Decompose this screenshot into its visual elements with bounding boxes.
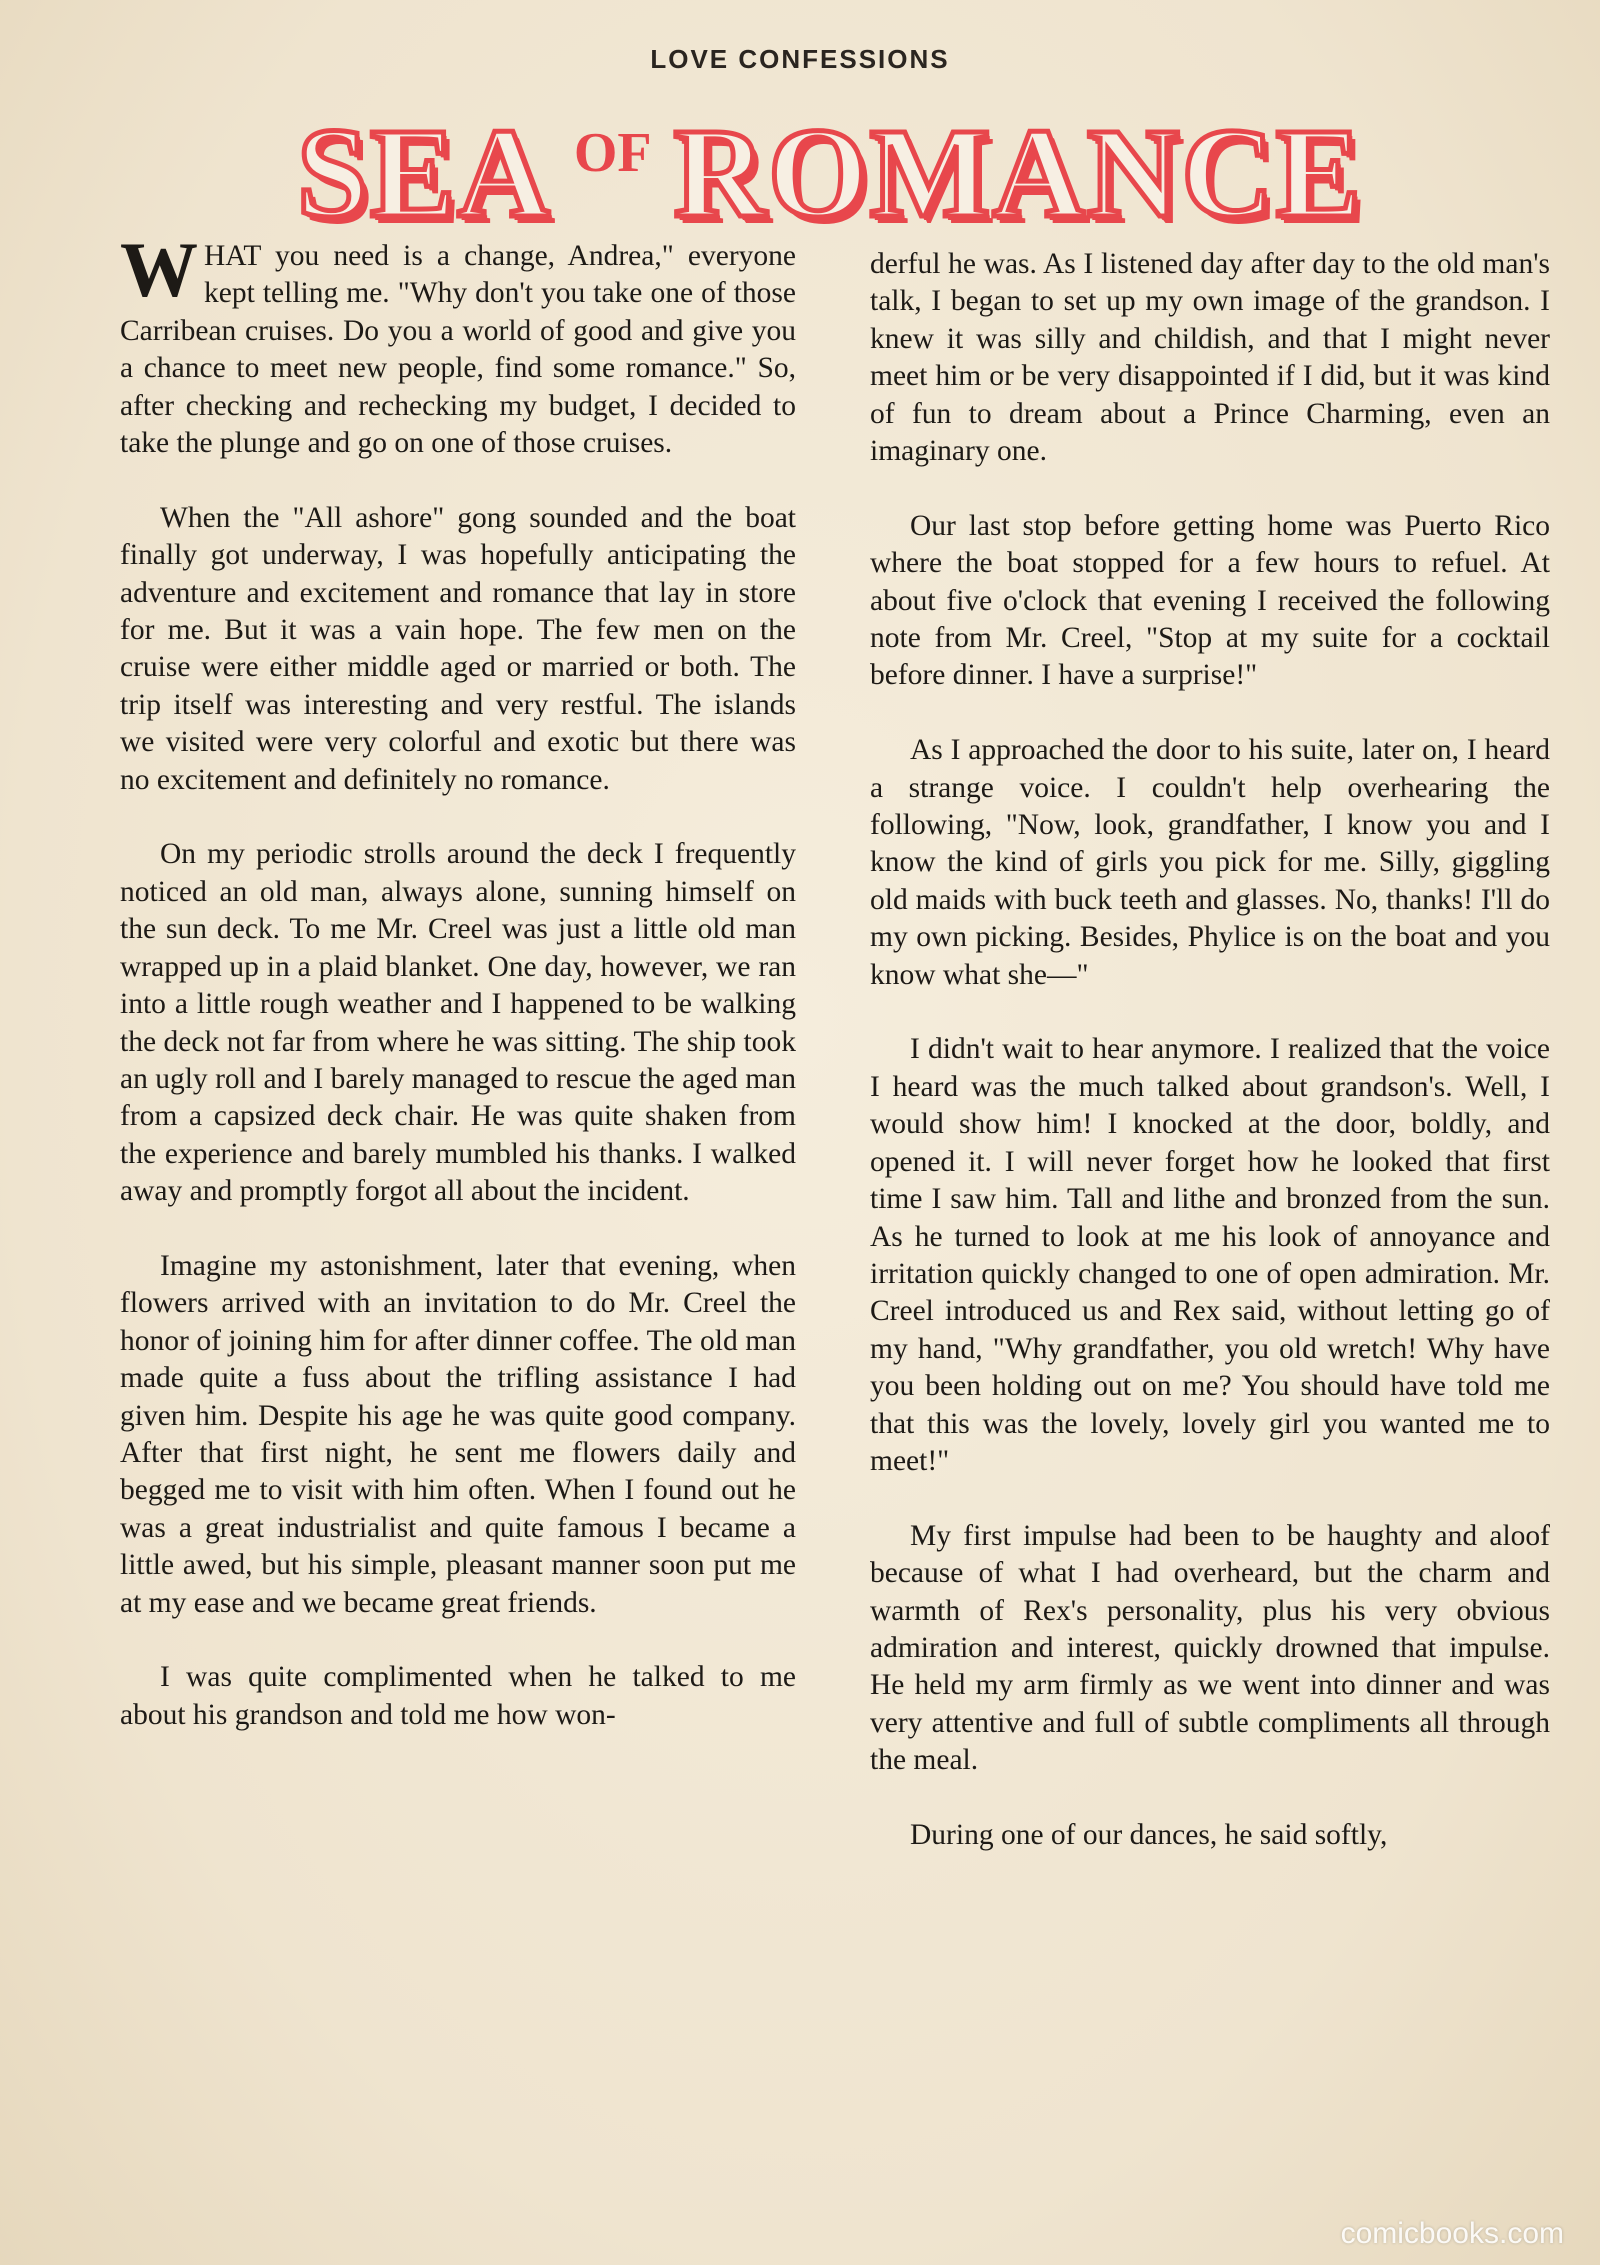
paragraph: I didn't wait to hear anymore. I realized that the voice I heard was the much talked about grandson's. Well, I would show him! I knocked at the door, boldly, and opened it. I will never forget how he looked that first time I saw him. Tall and lithe and bronzed from the sun. As he turned to look at me his look of annoyance and irritation quickly changed to one of open admiration. Mr. Creel introduced us and Rex said, without letting go of my hand, "Why grandfather, you old wretch! Why have you been holding out on me? You should have told me that this was the lovely, lovely girl you wanted me to meet!"	[870, 1033, 1550, 1477]
right-column	[870, 246, 1550, 1892]
paragraph: When the "All ashore" gong sounded and the boat finally got underway, I was hopefully anticipating the adventure and excitement and romance that lay in store for me. But it was a vain hope. The few men on the cruise were either middle aged or married or both. The trip itself was interesting and very restful. The islands we visited were very colorful and exotic but there was no excitement and definitely no romance.	[120, 501, 796, 796]
title-word-romance: ROMANCE	[673, 102, 1364, 244]
paragraph: As I approached the door to his suite, later on, I heard a strange voice. I couldn't help overhearing the following, "Now, look, grandfather, I know you and I know the kind of girls you pick for me. Silly, giggling old maids with buck teeth and glasses. No, thanks! I'll do my own picking. Besides, Phylice is on the boat and you know what she—"	[870, 734, 1550, 991]
drop-cap: W	[120, 226, 198, 313]
left-column	[120, 226, 796, 1772]
paragraph: I was quite complimented when he talked to me about his grandson and told me how won-	[120, 1661, 796, 1731]
paragraph: On my periodic strolls around the deck I frequently noticed an old man, always alone, sunning himself on the sun deck. To me Mr. Creel was just a little old man wrapped up in a plaid blanket. One day, however, we ran into a little rough weather and I happened to be walking the deck not far from where he was sitting. The ship took an ugly roll and I barely managed to rescue the aged man from a capsized deck chair. He was quite shaken from the experience and barely mumbled his thanks. I walked away and promptly forgot all about the incident.	[120, 838, 796, 1208]
paragraph: derful he was. As I listened day after day to the old man's talk, I began to set up my own image of the grandson. I knew it was silly and childish, and that I might never meet him or be very disappointed if I did, but it was kind of fun to dream about a Prince Charming, even an imaginary one.	[870, 248, 1550, 468]
title-word-of: OF	[573, 122, 652, 184]
story-title	[180, 102, 1480, 244]
paragraph: My first impulse had been to be haughty and aloof because of what I had overheard, but the charm and warmth of Rex's personality, plus his very obvious admiration and interest, quickly drowned that impulse. He held my arm firmly as we went into dinner and was very attentive and full of subtle compliments all through the meal.	[870, 1519, 1550, 1777]
paragraph: Our last stop before getting home was Puerto Rico where the boat stopped for a few hours to refuel. At about five o'clock that evening I received the following note from Mr. Creel, "Stop at my suite for a cocktail before dinner. I have a surprise!"	[870, 509, 1550, 692]
paragraph: During one of our dances, he said softly,	[910, 1818, 1388, 1851]
site-watermark: comicbooks.com	[1340, 2217, 1564, 2250]
running-head: LOVE CONFESSIONS	[650, 44, 950, 74]
paragraph-text: HAT you need is a change, Andrea," everyone kept telling me. "Why don't you take one of those Carribean cruises. Do you a world of good and give you a chance to meet new people, find some romance." So, after checking and rechecking my budget, I decided to take the plunge and go on one of those cruises.	[120, 240, 796, 460]
title-word-sea: SEA	[296, 102, 552, 244]
paragraph	[120, 226, 796, 462]
paragraph: Imagine my astonishment, later that evening, when flowers arrived with an invitation to do Mr. Creel the honor of joining him for after dinner coffee. The old man made quite a fuss about the trifling assistance I had given him. Despite his age he was quite good company. After that first night, he sent me flowers daily and begged me to visit with him often. When I found out he was a great industrialist and quite famous I became a little awed, but his simple, pleasant manner soon put me at my ease and we became great friends.	[120, 1249, 796, 1619]
